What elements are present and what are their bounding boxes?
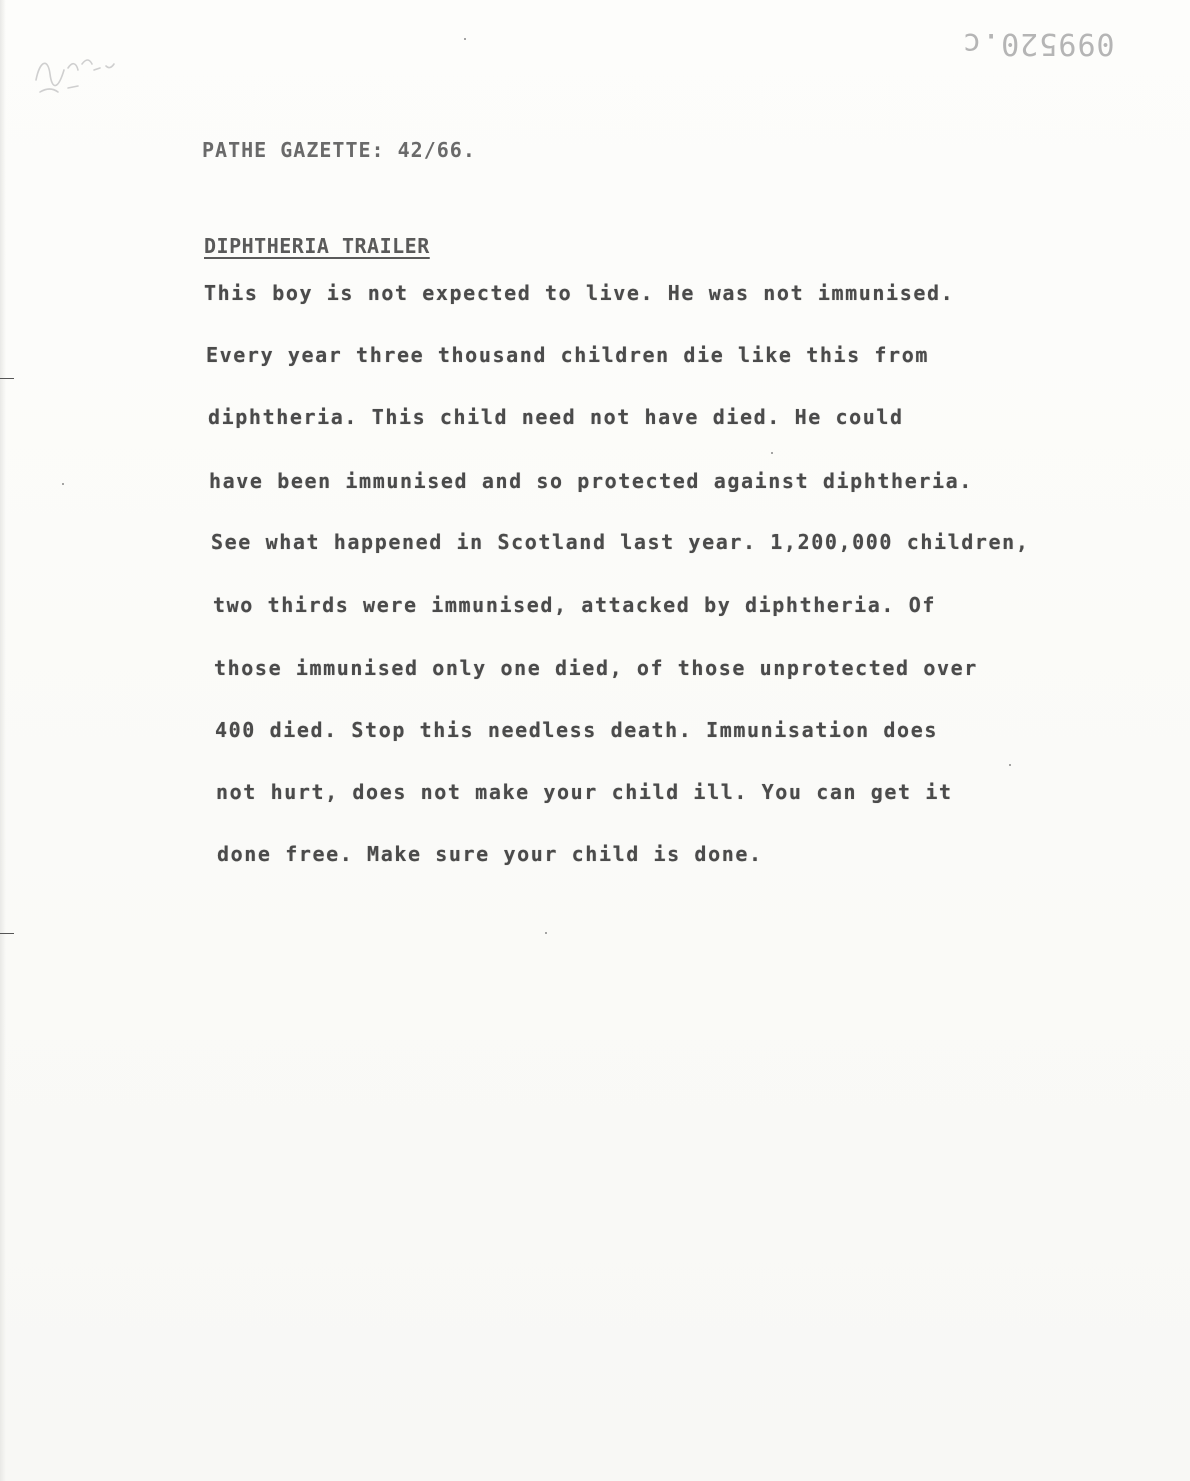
- document-reference-number: 099520.c: [962, 26, 1115, 61]
- body-line: done free. Make sure your child is done.: [217, 842, 763, 866]
- body-line: those immunised only one died, of those unprotected over: [214, 656, 978, 680]
- body-line: not hurt, does not make your child ill. You can get it: [216, 780, 953, 804]
- edge-tick-mark: [0, 933, 14, 934]
- scan-speck: [1009, 764, 1011, 766]
- scan-speck: [62, 483, 64, 485]
- scan-speck: [545, 932, 547, 934]
- script-title: DIPHTHERIA TRAILER: [204, 234, 430, 258]
- scan-speck: [771, 452, 773, 454]
- newsreel-header: PATHE GAZETTE: 42/66.: [202, 138, 476, 162]
- body-line: 400 died. Stop this needless death. Immunisation does: [215, 718, 938, 742]
- scan-speck: [464, 38, 466, 40]
- body-line: See what happened in Scotland last year. 1,200,000 children,: [211, 530, 1030, 554]
- body-line: diphtheria. This child need not have died. He could: [208, 405, 904, 429]
- body-line: Every year three thousand children die like this from: [206, 343, 929, 367]
- body-line: This boy is not expected to live. He was not immunised.: [204, 281, 955, 305]
- pencil-annotation: [28, 40, 138, 100]
- body-line: have been immunised and so protected against diphtheria.: [209, 469, 973, 493]
- page-edge-shadow: [0, 0, 6, 1481]
- edge-tick-mark: [0, 378, 14, 379]
- body-line: two thirds were immunised, attacked by diphtheria. Of: [213, 593, 936, 617]
